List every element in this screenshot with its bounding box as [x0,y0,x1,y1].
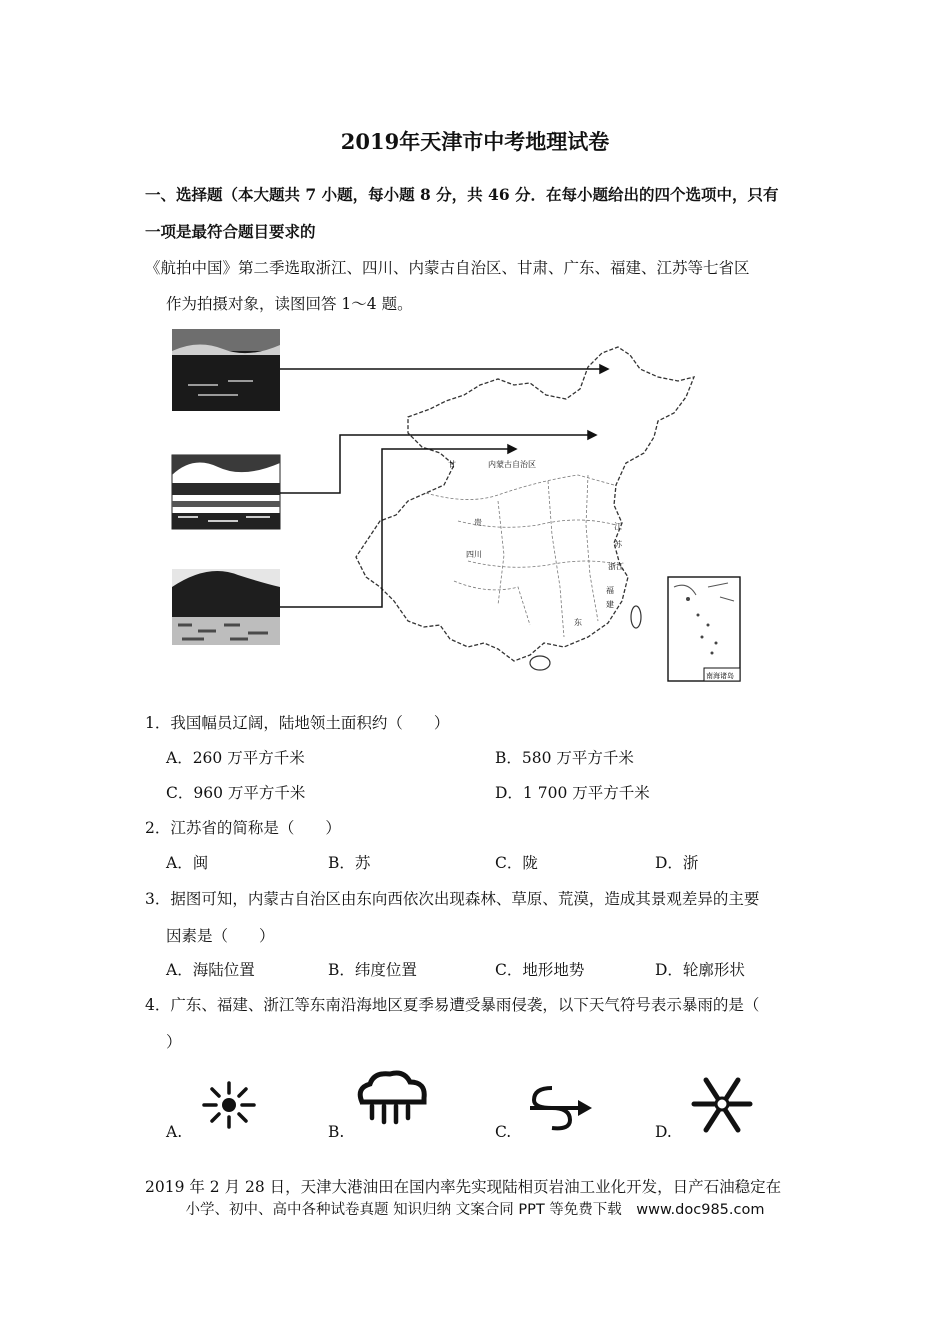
question-2-text: 江苏省的简称是（ ） [170,819,341,837]
label-jiang: 江 [614,522,622,531]
q1-option-d[interactable]: D．1 700 万平方千米 [495,784,650,802]
section-heading-line1: 一、选择题（本大题共 7 小题，每小题 8 分，共 46 分．在每小题给出的四个选项中，只有 [145,185,779,204]
hainan-island [530,656,550,670]
q2-option-a[interactable]: A．闽 [166,854,209,872]
question-2-number: 2． [145,819,171,837]
question-4-number: 4． [145,996,171,1014]
label-gui: 贵 [474,518,482,527]
question-3 [145,887,759,909]
question-3-text-cont: 因素是（ ） [166,927,275,945]
intro-line1: 《航拍中国》第二季选取浙江、四川、内蒙古自治区、甘肃、广东、福建、江苏等七省区 [145,259,750,277]
q2-option-b[interactable]: B．苏 [328,854,371,872]
q3-option-d[interactable]: D．轮廓形状 [655,961,745,979]
label-fu: 福 [606,586,614,595]
footer-note: 小学、初中、高中各种试卷真题 知识归纳 文案合同 PPT 等免费下载 www.doc985.com [185,1202,765,1218]
q4-option-d[interactable]: D. [655,1123,672,1141]
q4-option-b[interactable]: B. [328,1123,345,1141]
q4-option-c[interactable]: C. [495,1123,512,1141]
q2-option-c[interactable]: C．陇 [495,854,538,872]
sunny-weather-icon[interactable] [198,1080,260,1130]
landscape-photo-grassland [172,455,280,529]
label-zhejiang: 浙江 [608,562,624,571]
q4-option-a[interactable]: A. [166,1123,183,1141]
heavy-rain-icon[interactable] [354,1068,430,1128]
snowflake-icon[interactable] [686,1074,758,1136]
question-4 [145,993,759,1015]
china-outline [356,347,694,661]
q1-option-c[interactable]: C．960 万平方千米 [166,784,306,802]
landscape-photo-desert [172,569,280,645]
q1-option-b[interactable]: B．580 万平方千米 [495,749,634,767]
label-sichuan: 四川 [466,550,482,559]
label-su: 苏 [614,540,622,549]
intro-line2: 作为拍摄对象，读图回答 1～4 题。 [166,295,413,313]
q2-option-d[interactable]: D．浙 [655,854,699,872]
question-1-number: 1． [145,714,171,732]
question-3-number: 3． [145,890,171,908]
q3-option-c[interactable]: C．地形地势 [495,961,585,979]
china-map-figure [168,325,748,685]
question-4-text-cont: ） [166,1033,182,1051]
question-1 [145,711,449,733]
typhoon-wind-icon[interactable] [524,1080,594,1132]
taiwan-island [631,606,641,628]
question-4-text: 广东、福建、浙江等东南沿海地区夏季易遭受暴雨侵袭，以下天气符号表示暴雨的是（ [170,996,760,1014]
q3-option-b[interactable]: B．纬度位置 [328,961,417,979]
page-title: 2019年天津市中考地理试卷 [340,129,610,154]
south-sea-label: 南海诸岛 [706,672,734,680]
label-gan: 甘 [448,460,456,469]
question-1-text: 我国幅员辽阔，陆地领土面积约（ ） [170,714,450,732]
question-2 [145,816,341,838]
landscape-photo-forest [172,329,280,411]
label-dong: 东 [574,618,582,627]
label-neimenggu: 内蒙古自治区 [488,460,536,469]
q3-option-a[interactable]: A．海陆位置 [166,961,255,979]
label-jian: 建 [606,600,614,609]
q1-option-a[interactable]: A．260 万平方千米 [166,749,305,767]
bottom-paragraph: 2019 年 2 月 28 日，天津大港油田在国内率先实现陆相页岩油工业化开发，日产石油稳定在 [145,1178,782,1196]
section-heading-line2: 一项是最符合题目要求的 [145,222,316,241]
south-sea-inset [668,577,740,681]
question-3-text: 据图可知，内蒙古自治区由东向西依次出现森林、草原、荒漠，造成其景观差异的主要 [170,890,760,908]
